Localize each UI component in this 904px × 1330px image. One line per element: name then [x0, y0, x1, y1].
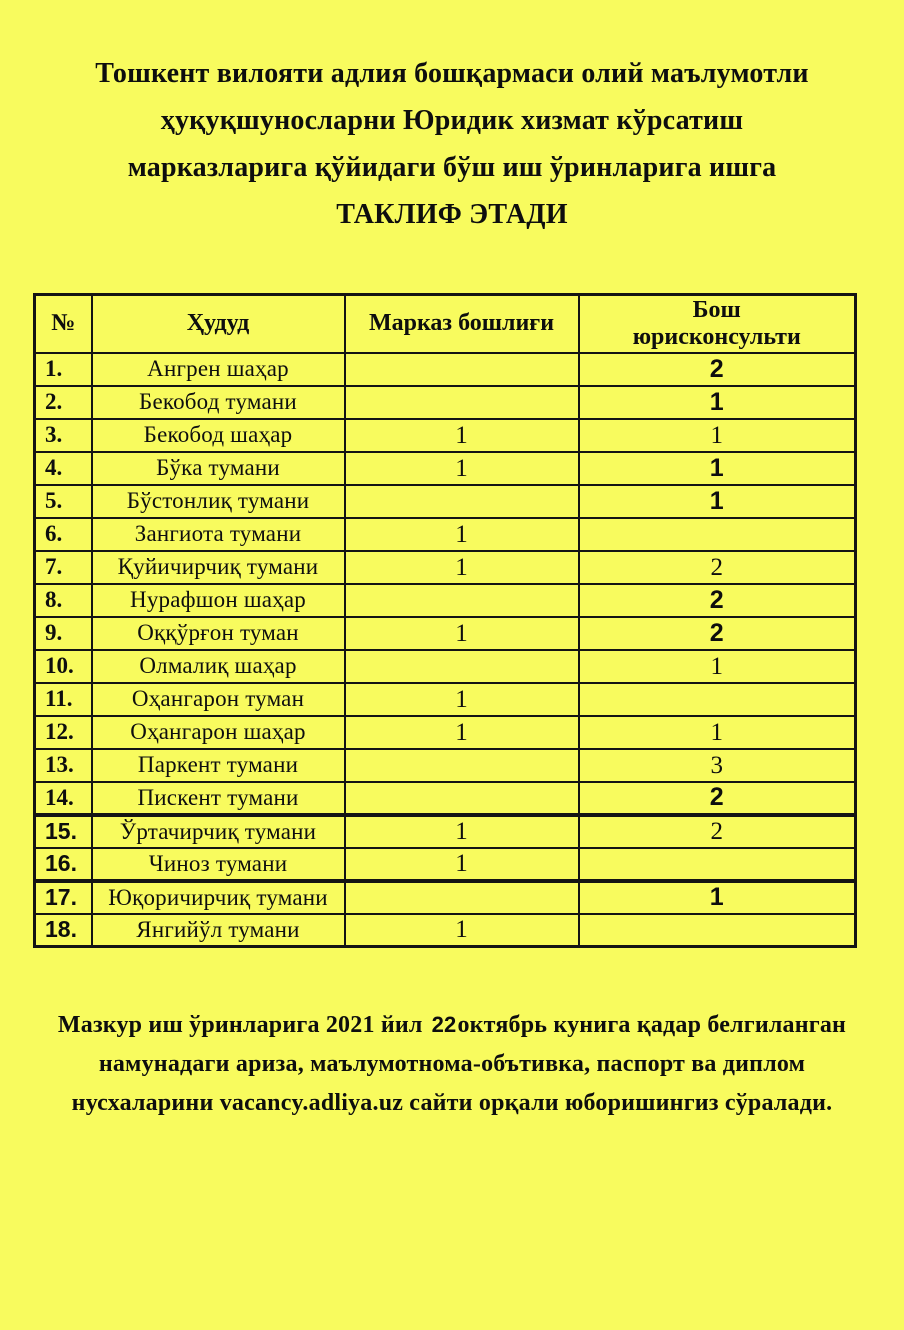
row-number: 3.	[35, 419, 92, 452]
row-center-head-count	[345, 485, 579, 518]
row-number: 5.	[35, 485, 92, 518]
row-center-head-count	[345, 386, 579, 419]
row-number: 4.	[35, 452, 92, 485]
row-region: Оҳангарон туман	[92, 683, 345, 716]
row-region: Бўка тумани	[92, 452, 345, 485]
row-chief-counsel-count	[579, 848, 856, 881]
row-number: 9.	[35, 617, 92, 650]
table-row	[35, 419, 856, 452]
table-row	[35, 485, 856, 518]
row-center-head-count: 1	[345, 848, 579, 881]
row-chief-counsel-count: 3	[579, 749, 856, 782]
table-row	[35, 452, 856, 485]
row-number: 10.	[35, 650, 92, 683]
footer-text-after-day: октябрь кунига қадар белгиланган	[457, 1012, 847, 1038]
table-header-row	[35, 295, 856, 353]
row-number: 14.	[35, 782, 92, 815]
table-row	[35, 584, 856, 617]
row-chief-counsel-count: 1	[579, 881, 856, 914]
table-row	[35, 518, 856, 551]
row-region: Чиноз тумани	[92, 848, 345, 881]
row-chief-counsel-count	[579, 683, 856, 716]
title-line-2: ҳуқуқшуносларни Юридик хизмат кўрсатиш	[160, 105, 744, 136]
announcement-page	[0, 50, 904, 1330]
table-row	[35, 881, 856, 914]
row-center-head-count	[345, 881, 579, 914]
column-header-number: №	[35, 295, 92, 353]
table-row	[35, 353, 856, 386]
footer-line-3: нусхаларини vacancy.adliya.uz сайти орқали юборишингиз сўралади.	[71, 1090, 833, 1116]
row-region: Пискент тумани	[92, 782, 345, 815]
row-region: Бекобод шаҳар	[92, 419, 345, 452]
title-line-3: марказларига қўйидаги бўш иш ўринларига ишга	[127, 152, 777, 183]
footer-deadline-day: 22	[431, 1012, 457, 1037]
row-number: 12.	[35, 716, 92, 749]
row-region: Ўртачирчиқ тумани	[92, 815, 345, 848]
row-region: Бекобод тумани	[92, 386, 345, 419]
row-center-head-count	[345, 353, 579, 386]
row-chief-counsel-count	[579, 914, 856, 947]
row-chief-counsel-count: 2	[579, 617, 856, 650]
table-row	[35, 650, 856, 683]
row-chief-counsel-count: 1	[579, 386, 856, 419]
row-center-head-count: 1	[345, 617, 579, 650]
vacancy-table	[33, 293, 857, 948]
table-row	[35, 683, 856, 716]
row-chief-counsel-count: 1	[579, 716, 856, 749]
row-chief-counsel-count: 1	[579, 485, 856, 518]
row-center-head-count: 1	[345, 683, 579, 716]
row-number: 7.	[35, 551, 92, 584]
row-chief-counsel-count: 2	[579, 551, 856, 584]
row-region: Юқоричирчиқ тумани	[92, 881, 345, 914]
row-center-head-count	[345, 650, 579, 683]
row-region: Янгийўл тумани	[92, 914, 345, 947]
row-center-head-count: 1	[345, 716, 579, 749]
row-region: Паркент тумани	[92, 749, 345, 782]
table-row	[35, 716, 856, 749]
column-header-region: Ҳудуд	[92, 295, 345, 353]
row-center-head-count	[345, 584, 579, 617]
row-region: Нурафшон шаҳар	[92, 584, 345, 617]
row-region: Оққўрғон туман	[92, 617, 345, 650]
row-region: Олмалиқ шаҳар	[92, 650, 345, 683]
row-chief-counsel-count: 2	[579, 584, 856, 617]
table-row	[35, 914, 856, 947]
row-center-head-count: 1	[345, 914, 579, 947]
row-chief-counsel-count: 2	[579, 815, 856, 848]
table-row	[35, 551, 856, 584]
row-region: Ангрен шаҳар	[92, 353, 345, 386]
row-number: 13.	[35, 749, 92, 782]
row-center-head-count: 1	[345, 452, 579, 485]
row-number: 18.	[35, 914, 92, 947]
row-region: Бўстонлиқ тумани	[92, 485, 345, 518]
row-center-head-count: 1	[345, 518, 579, 551]
row-chief-counsel-count: 2	[579, 353, 856, 386]
column-header-center-head: Марказ бошлиғи	[345, 295, 579, 353]
row-chief-counsel-count: 1	[579, 452, 856, 485]
footer-line-2: намунадаги ариза, маълумотнома-обътивка, паспорт ва диплом	[98, 1051, 806, 1077]
table-row	[35, 848, 856, 881]
row-number: 1.	[35, 353, 92, 386]
footer-note	[52, 1005, 852, 1123]
row-center-head-count	[345, 749, 579, 782]
table-row	[35, 749, 856, 782]
row-number: 17.	[35, 881, 92, 914]
title-line-1: Тошкент вилояти адлия бошқармаси олий маълумотли	[95, 58, 809, 89]
row-region: Зангиота тумани	[92, 518, 345, 551]
row-center-head-count: 1	[345, 551, 579, 584]
table-row	[35, 782, 856, 815]
column-header-chief-counsel	[579, 295, 856, 353]
announcement-title	[58, 50, 846, 238]
row-chief-counsel-count: 1	[579, 419, 856, 452]
row-region: Оҳангарон шаҳар	[92, 716, 345, 749]
row-chief-counsel-count: 1	[579, 650, 856, 683]
row-number: 8.	[35, 584, 92, 617]
row-chief-counsel-count: 2	[579, 782, 856, 815]
row-number: 11.	[35, 683, 92, 716]
table-row	[35, 815, 856, 848]
table-row	[35, 386, 856, 419]
title-line-4: ТАКЛИФ ЭТАДИ	[336, 199, 568, 230]
row-number: 16.	[35, 848, 92, 881]
row-region: Қуйичирчиқ тумани	[92, 551, 345, 584]
row-center-head-count: 1	[345, 419, 579, 452]
row-center-head-count	[345, 782, 579, 815]
footer-text-before-day: Мазкур иш ўринларига 2021 йил	[57, 1012, 423, 1038]
row-center-head-count: 1	[345, 815, 579, 848]
row-number: 2.	[35, 386, 92, 419]
table-row	[35, 617, 856, 650]
column-header-chief-counsel-label: Бош юрисконсульти	[632, 296, 801, 350]
row-chief-counsel-count	[579, 518, 856, 551]
row-number: 6.	[35, 518, 92, 551]
row-number: 15.	[35, 815, 92, 848]
